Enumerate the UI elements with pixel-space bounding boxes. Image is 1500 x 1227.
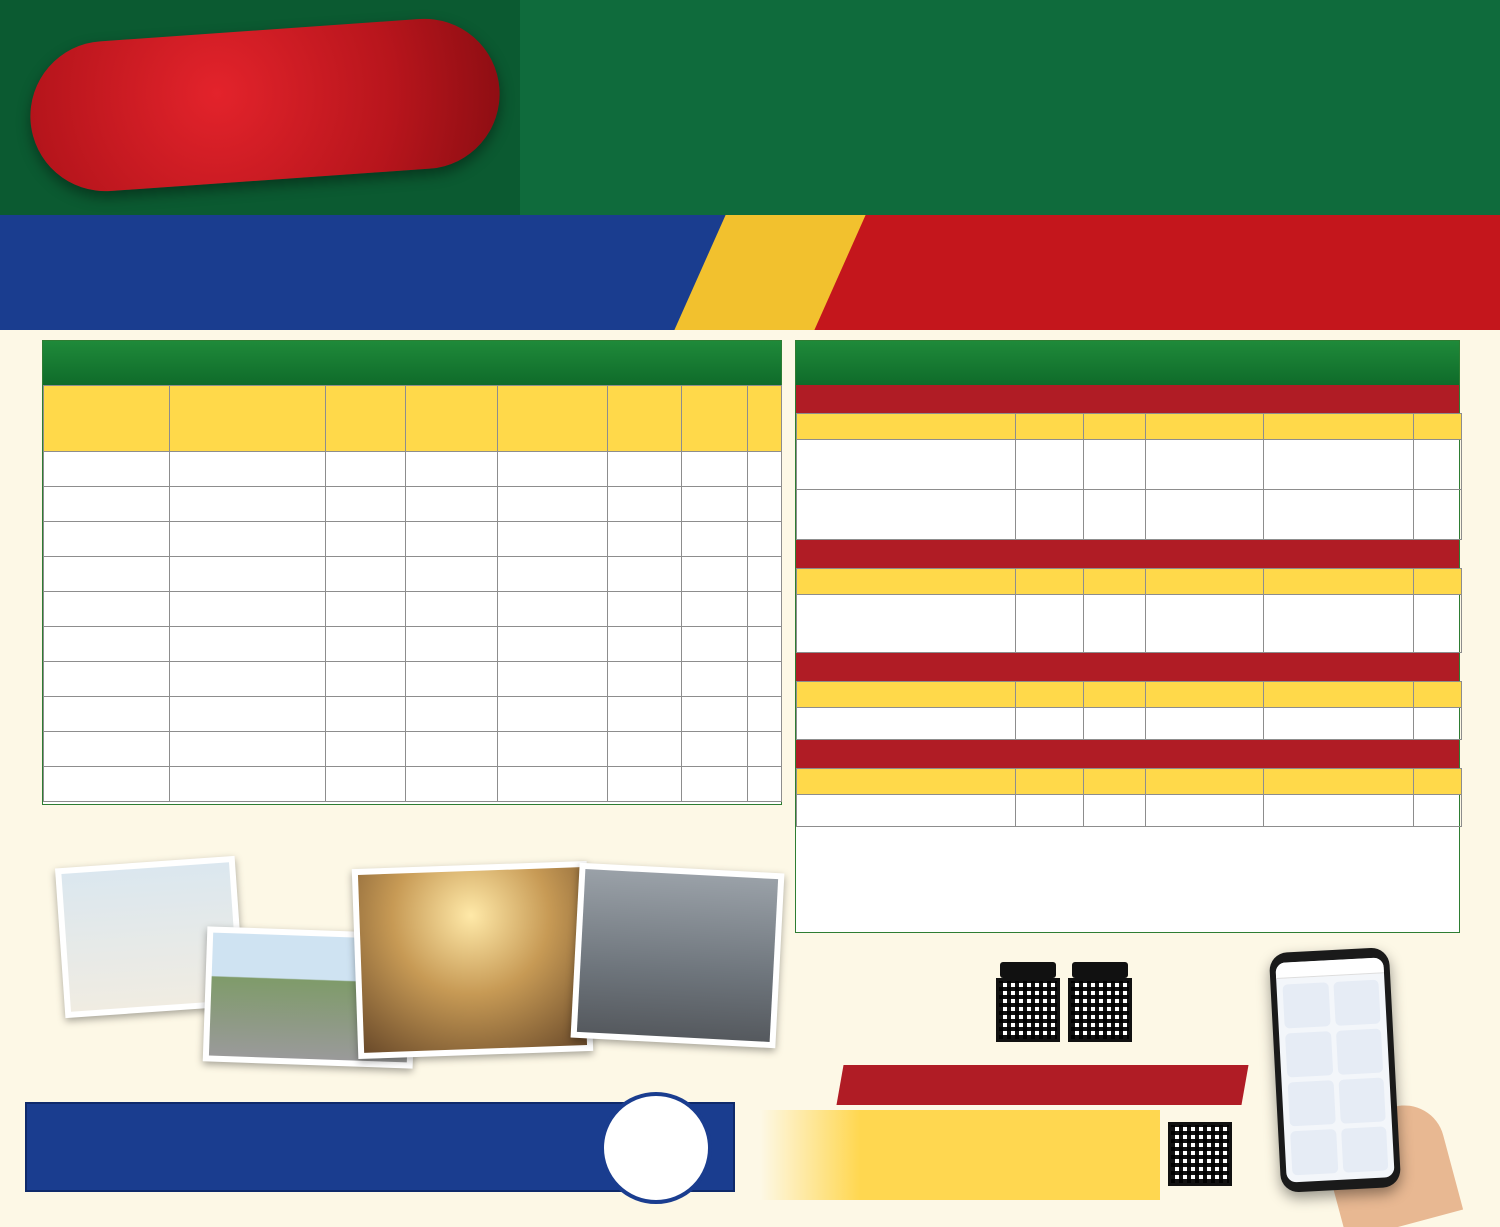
table-cell <box>406 662 498 697</box>
rental-header-cell <box>1016 414 1084 440</box>
table-cell <box>406 697 498 732</box>
table-cell <box>406 557 498 592</box>
rental-table <box>796 568 1462 653</box>
table-cell <box>406 627 498 662</box>
phone-tile[interactable] <box>1333 980 1381 1026</box>
table-cell <box>406 732 498 767</box>
col-block <box>608 386 682 452</box>
table-cell <box>44 697 170 732</box>
table-cell <box>326 522 406 557</box>
rental-row <box>797 490 1462 540</box>
table-cell <box>406 767 498 802</box>
table-cell <box>608 487 682 522</box>
rental-header-cell <box>797 569 1016 595</box>
rental-header-cell <box>1264 414 1414 440</box>
public-utility-panel <box>42 340 782 805</box>
table-cell <box>170 732 326 767</box>
phone-tile[interactable] <box>1282 982 1330 1028</box>
table-cell <box>170 697 326 732</box>
rental-cell <box>1016 708 1084 740</box>
table-cell <box>498 767 608 802</box>
table-cell <box>406 522 498 557</box>
col-scheme <box>498 386 608 452</box>
rental-header-cell <box>1016 769 1084 795</box>
rental-header-cell <box>1414 682 1462 708</box>
rental-cell <box>1414 490 1462 540</box>
table-cell <box>498 662 608 697</box>
table-header-row <box>44 386 782 452</box>
rental-cell <box>1084 708 1146 740</box>
table-cell <box>682 452 748 487</box>
table-cell <box>498 487 608 522</box>
table-cell <box>608 697 682 732</box>
table-cell <box>170 767 326 802</box>
table-cell <box>682 662 748 697</box>
rental-cell <box>1146 708 1264 740</box>
table-cell <box>326 767 406 802</box>
rental-header-cell <box>1084 414 1146 440</box>
col-earnest-money <box>170 386 326 452</box>
public-utility-title <box>43 341 781 385</box>
table-cell <box>326 697 406 732</box>
table-cell <box>748 452 782 487</box>
rental-header-cell <box>1084 682 1146 708</box>
table-cell <box>44 732 170 767</box>
table-cell <box>682 627 748 662</box>
rental-cell <box>1146 595 1264 653</box>
rental-cell <box>1146 490 1264 540</box>
qr-website-icon[interactable] <box>1168 1122 1232 1186</box>
table-cell <box>406 592 498 627</box>
table-cell <box>498 522 608 557</box>
table-cell <box>748 662 782 697</box>
table-cell <box>170 557 326 592</box>
rental-cell <box>1264 795 1414 827</box>
table-cell <box>498 732 608 767</box>
app-store-badge[interactable] <box>1072 962 1128 978</box>
table-cell <box>748 522 782 557</box>
table-row <box>44 627 782 662</box>
rental-cell <box>1146 440 1264 490</box>
table-cell <box>44 662 170 697</box>
rental-cell <box>1414 440 1462 490</box>
rental-cell <box>1414 595 1462 653</box>
table-cell <box>44 767 170 802</box>
rental-header-cell <box>1016 682 1084 708</box>
rental-rights-panel <box>795 340 1460 933</box>
table-cell <box>44 522 170 557</box>
rental-header-cell <box>1084 769 1146 795</box>
table-cell <box>748 557 782 592</box>
rental-header-row <box>797 769 1462 795</box>
table-cell <box>498 557 608 592</box>
table-cell <box>682 592 748 627</box>
rental-cell <box>1084 795 1146 827</box>
col-serial <box>748 386 782 452</box>
rental-section-title <box>796 740 1459 768</box>
app-download-banner <box>836 1065 1248 1105</box>
table-cell <box>682 767 748 802</box>
rental-table <box>796 413 1462 540</box>
table-cell <box>608 452 682 487</box>
rental-table <box>796 768 1462 827</box>
rental-cell <box>1016 595 1084 653</box>
phone-tile-grid <box>1276 973 1394 1181</box>
table-cell <box>44 627 170 662</box>
table-cell <box>608 557 682 592</box>
rental-cell <box>1414 708 1462 740</box>
table-cell <box>406 452 498 487</box>
table-cell <box>170 522 326 557</box>
table-cell <box>748 697 782 732</box>
rental-row <box>797 708 1462 740</box>
rental-section-title <box>796 540 1459 568</box>
rental-header-cell <box>1146 414 1264 440</box>
phone-tile[interactable] <box>1290 1129 1338 1175</box>
table-cell <box>170 452 326 487</box>
table-cell <box>326 592 406 627</box>
table-cell <box>326 557 406 592</box>
table-cell <box>608 522 682 557</box>
rental-header-cell <box>1414 569 1462 595</box>
google-play-badge[interactable] <box>1000 962 1056 978</box>
lda-logo <box>600 1092 712 1204</box>
table-cell <box>682 732 748 767</box>
table-cell <box>170 592 326 627</box>
table-cell <box>608 767 682 802</box>
rental-cell <box>1084 490 1146 540</box>
table-cell <box>748 627 782 662</box>
rental-cell <box>797 440 1016 490</box>
table-cell <box>608 662 682 697</box>
phone-tile[interactable] <box>1288 1080 1336 1126</box>
rental-header-cell <box>797 682 1016 708</box>
table-cell <box>326 662 406 697</box>
table-cell <box>170 662 326 697</box>
rental-cell <box>1084 440 1146 490</box>
date-band <box>760 215 1500 330</box>
rental-cell <box>1264 490 1414 540</box>
table-cell <box>748 732 782 767</box>
public-utility-table <box>43 385 782 802</box>
rental-cell <box>1414 795 1462 827</box>
table-cell <box>682 522 748 557</box>
photo-banquet-hall <box>352 861 593 1059</box>
rental-row <box>797 440 1462 490</box>
table-row <box>44 732 782 767</box>
rental-cell <box>1264 440 1414 490</box>
venue-band <box>0 215 760 330</box>
table-cell <box>498 452 608 487</box>
table-cell <box>748 487 782 522</box>
rental-header-row <box>797 414 1462 440</box>
table-cell <box>326 627 406 662</box>
rental-cell <box>1084 595 1146 653</box>
table-cell <box>608 732 682 767</box>
phone-screen <box>1275 957 1394 1182</box>
rental-header-cell <box>1414 414 1462 440</box>
table-cell <box>608 592 682 627</box>
table-row <box>44 662 782 697</box>
col-plot <box>682 386 748 452</box>
rental-section-title <box>796 653 1459 681</box>
rental-header-cell <box>1146 769 1264 795</box>
rental-rights-title <box>796 341 1459 385</box>
rental-cell <box>797 595 1016 653</box>
rental-header-cell <box>797 414 1016 440</box>
rental-header-cell <box>1264 569 1414 595</box>
rental-header-cell <box>1264 682 1414 708</box>
rental-header-row <box>797 682 1462 708</box>
rental-section-title <box>796 385 1459 413</box>
rental-table <box>796 681 1462 740</box>
table-row <box>44 522 782 557</box>
table-cell <box>44 592 170 627</box>
info-box <box>760 1110 1160 1200</box>
rental-cell <box>797 795 1016 827</box>
rental-header-cell <box>1146 569 1264 595</box>
table-cell <box>748 767 782 802</box>
rental-header-cell <box>797 769 1016 795</box>
table-row <box>44 452 782 487</box>
table-cell <box>326 452 406 487</box>
table-cell <box>326 732 406 767</box>
rental-header-row <box>797 569 1462 595</box>
rental-cell <box>1016 490 1084 540</box>
rental-header-cell <box>1414 769 1462 795</box>
rental-row <box>797 595 1462 653</box>
contact-bar <box>25 1194 735 1216</box>
phone-tile[interactable] <box>1338 1077 1386 1123</box>
table-cell <box>44 487 170 522</box>
table-cell <box>44 557 170 592</box>
phone-tile[interactable] <box>1335 1029 1383 1075</box>
phone-tile[interactable] <box>1341 1126 1389 1172</box>
table-row <box>44 592 782 627</box>
table-row <box>44 767 782 802</box>
qr-google-play-icon[interactable] <box>996 978 1060 1042</box>
table-cell <box>608 627 682 662</box>
col-category <box>406 386 498 452</box>
col-base-price <box>44 386 170 452</box>
rental-header-cell <box>1264 769 1414 795</box>
rental-cell <box>1016 440 1084 490</box>
table-cell <box>682 487 748 522</box>
rental-cell <box>797 708 1016 740</box>
table-cell <box>44 452 170 487</box>
table-cell <box>406 487 498 522</box>
phone-mockup <box>1269 947 1401 1193</box>
table-row <box>44 557 782 592</box>
table-row <box>44 697 782 732</box>
table-cell <box>170 627 326 662</box>
rental-header-cell <box>1016 569 1084 595</box>
rental-cell <box>797 490 1016 540</box>
col-area <box>326 386 406 452</box>
table-cell <box>498 627 608 662</box>
table-cell <box>748 592 782 627</box>
rental-cell <box>1264 595 1414 653</box>
table-cell <box>498 592 608 627</box>
photo-parking <box>571 863 785 1048</box>
rental-row <box>797 795 1462 827</box>
rental-cell <box>1264 708 1414 740</box>
table-row <box>44 487 782 522</box>
table-cell <box>682 557 748 592</box>
rental-cell <box>1016 795 1084 827</box>
rental-header-cell <box>1146 682 1264 708</box>
table-cell <box>682 697 748 732</box>
phone-tile[interactable] <box>1285 1031 1333 1077</box>
qr-app-store-icon[interactable] <box>1068 978 1132 1042</box>
rental-cell <box>1146 795 1264 827</box>
table-cell <box>170 487 326 522</box>
table-cell <box>498 697 608 732</box>
table-cell <box>326 487 406 522</box>
rental-header-cell <box>1084 569 1146 595</box>
